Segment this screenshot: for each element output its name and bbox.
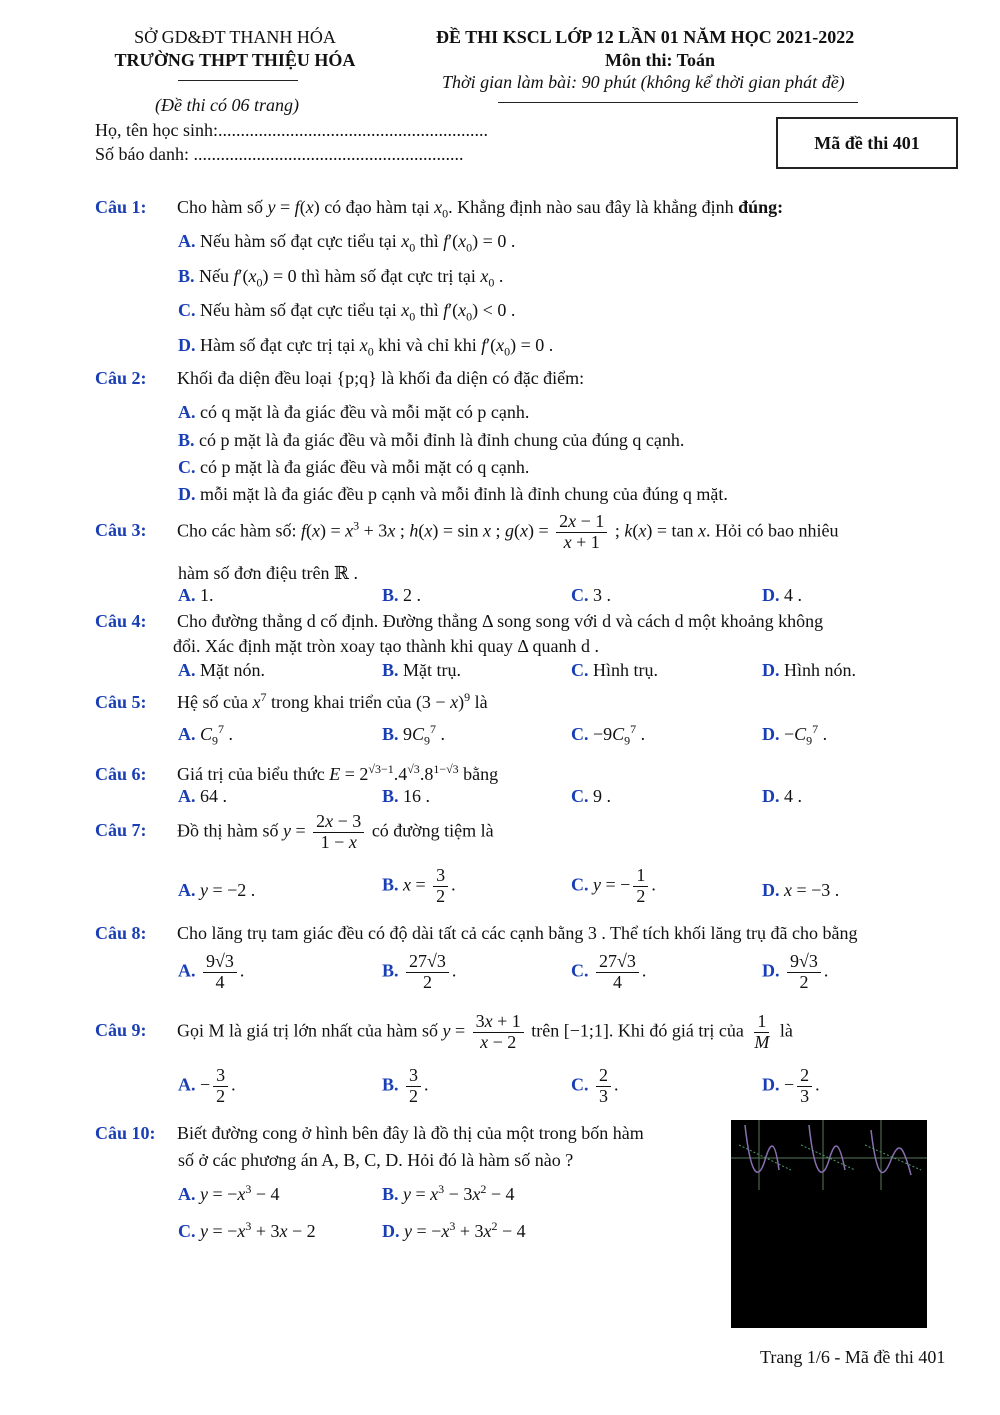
q3-option-d[interactable]: D. 4 . (762, 585, 802, 605)
q9-option-b[interactable]: B. $\frac{3}{2}$ . (382, 1065, 429, 1106)
q1-option-c[interactable]: C. Nếu hàm số đạt cực tiểu tại $x_0$ thì $f'(x_0) < 0$ . (178, 300, 516, 324)
question-5: Câu 5: Hệ số của $x^7$ trong khai triển của $(3 - x)^9$ là (95, 690, 488, 712)
q2-option-c[interactable]: C. có p mặt là đa giác đều và mỗi mặt có q cạnh. (178, 457, 530, 477)
q1-option-b[interactable]: B. Nếu $f'(x_0) = 0$ thì hàm số đạt cực trị tại $x_0$ . (178, 266, 504, 290)
q7-option-d[interactable]: D. x = −3 . (762, 880, 840, 900)
question-1: Câu 1: Cho hàm số y = f(x) có đạo hàm tại $x_0$. Khẳng định nào sau đây là khẳng định đúng: (95, 197, 784, 221)
question-6: Câu 6: Giá trị của biểu thức $E = 2^{√3-1}.4^{√3}.8^{1-√3}$ bằng (95, 762, 499, 784)
question-9: Câu 9: Gọi M là giá trị lớn nhất của hàm số y = $\frac{3x + 1}{x - 2}$ trên [−1;1]. Khi đó giá trị của $\frac{1}{M}$ là (95, 1011, 793, 1052)
q1-option-a[interactable]: A. Nếu hàm số đạt cực tiểu tại $x_0$ thì $f'(x_0) = 0$ . (178, 231, 516, 255)
divider (498, 102, 858, 103)
q4-option-c[interactable]: C. Hình trụ. (571, 660, 658, 680)
q1-text: Cho hàm số (177, 197, 264, 217)
question-2: Câu 2: Khối đa diện đều loại {p;q} là khối đa diện có đặc điểm: (95, 368, 585, 388)
q8-option-c[interactable]: C. $\frac{27√3}{4}$ . (571, 951, 647, 992)
q8-option-b[interactable]: B. $\frac{27√3}{2}$ . (382, 951, 457, 992)
q1-text2: có đạo hàm tại (324, 197, 430, 217)
q2-option-d[interactable]: D. mỗi mặt là đa giác đều p cạnh và mỗi đỉnh là đỉnh chung của đúng q mặt. (178, 484, 728, 504)
q4-line2: đổi. Xác định mặt tròn xoay tạo thành khi quay Δ quanh d . (173, 636, 599, 656)
q10-option-b[interactable]: B. $y = x^3 - 3x^2 - 4$ (382, 1182, 515, 1204)
subject: Môn thi: Toán (605, 50, 716, 70)
q7-option-b[interactable]: B. x = $\frac{3}{2}$ . (382, 865, 456, 906)
q6-option-c[interactable]: C. 9 . (571, 786, 611, 806)
q5-option-b[interactable]: B. $9C_9^7$ . (382, 722, 446, 748)
q8-option-a[interactable]: A. $\frac{9√3}{4}$ . (178, 951, 245, 992)
question-10: Câu 10: Biết đường cong ở hình bên đây là đồ thị của một trong bốn hàm (95, 1123, 644, 1143)
student-name-line: Họ, tên học sinh:............................................................ (95, 120, 488, 140)
q4-option-b[interactable]: B. Mặt trụ. (382, 660, 462, 680)
q3-line2: hàm số đơn điệu trên ℝ . (178, 563, 358, 583)
q2-option-a[interactable]: A. có q mặt là đa giác đều và mỗi mặt có p cạnh. (178, 402, 530, 422)
graph-curves (731, 1120, 927, 1328)
q5-option-d[interactable]: D. $-C_9^7$ . (762, 722, 828, 748)
divider (178, 80, 298, 81)
student-id-line: Số báo danh: ............................................................ (95, 144, 464, 164)
q7-option-a[interactable]: A. y = −2 . (178, 880, 256, 900)
q1-text3: . Khẳng định nào sau đây là khẳng định (448, 197, 734, 217)
time-note: Thời gian làm bài: 90 phút (không kể thời gian phát đề) (442, 72, 845, 92)
q9-option-c[interactable]: C. $\frac{2}{3}$ . (571, 1065, 619, 1106)
q9-option-a[interactable]: A. − $\frac{3}{2}$ . (178, 1065, 236, 1106)
q4-option-a[interactable]: A. Mặt nón. (178, 660, 265, 680)
q6-option-d[interactable]: D. 4 . (762, 786, 802, 806)
q5-option-c[interactable]: C. $-9C_9^7$ . (571, 722, 646, 748)
q10-option-a[interactable]: A. $y = -x^3 - 4$ (178, 1182, 280, 1204)
question-4: Câu 4: Cho đường thẳng d cố định. Đường thẳng Δ song song với d và cách d một khoảng không (95, 611, 824, 631)
page-footer: Trang 1/6 - Mã đề thi 401 (760, 1347, 946, 1367)
q2-option-b[interactable]: B. có p mặt là đa giác đều và mỗi đỉnh là đỉnh chung của đúng q cạnh. (178, 430, 685, 450)
q1-text4: đúng: (738, 197, 784, 217)
question-3: Câu 3: Cho các hàm số: $f(x) = x^3 + 3x$ ; h(x) = sin x ; g(x) = $\frac{2x - 1}{x + 1}$ ; k(x) = tan x. Hỏi có bao nhiêu (95, 511, 839, 552)
dept-name: SỞ GD&ĐT THANH HÓA (134, 27, 336, 47)
q3-option-a[interactable]: A. 1. (178, 585, 214, 605)
q6-option-a[interactable]: A. 64 . (178, 786, 227, 806)
pages-note: (Đề thi có 06 trang) (155, 95, 299, 115)
q1-option-d[interactable]: D. Hàm số đạt cực trị tại $x_0$ khi và chỉ khi $f'(x_0) = 0$ . (178, 335, 554, 359)
question-7: Câu 7: Đồ thị hàm số y = $\frac{2x - 3}{1 - x}$ có đường tiệm là (95, 811, 494, 852)
q7-option-c[interactable]: C. y = − $\frac{1}{2}$ . (571, 865, 656, 906)
q5-option-a[interactable]: A. $C_9^7$ . (178, 722, 234, 748)
q10-option-d[interactable]: D. $y = -x^3 + 3x^2 - 4$ (382, 1219, 526, 1241)
q8-option-d[interactable]: D. $\frac{9√3}{2}$ . (762, 951, 829, 992)
exam-code-box: Mã đề thi 401 (776, 117, 958, 169)
q10-line2: số ở các phương án A, B, C, D. Hỏi đó là hàm số nào ? (178, 1150, 574, 1170)
school-name: TRƯỜNG THPT THIỆU HÓA (114, 50, 356, 70)
function-graph-image (731, 1120, 927, 1328)
q4-option-d[interactable]: D. Hình nón. (762, 660, 856, 680)
question-8: Câu 8: Cho lăng trụ tam giác đều có độ dài tất cả các cạnh bằng 3 . Thể tích khối lăng trụ đã cho bằng (95, 923, 858, 943)
question-number: Câu 1: (95, 197, 147, 217)
q10-option-c[interactable]: C. $y = -x^3 + 3x - 2$ (178, 1219, 316, 1241)
q3-option-b[interactable]: B. 2 . (382, 585, 422, 605)
q3-option-c[interactable]: C. 3 . (571, 585, 611, 605)
exam-title: ĐỀ THI KSCL LỚP 12 LẦN 01 NĂM HỌC 2021-2022 (436, 27, 855, 47)
q6-option-b[interactable]: B. 16 . (382, 786, 431, 806)
q9-option-d[interactable]: D. − $\frac{2}{3}$ . (762, 1065, 820, 1106)
